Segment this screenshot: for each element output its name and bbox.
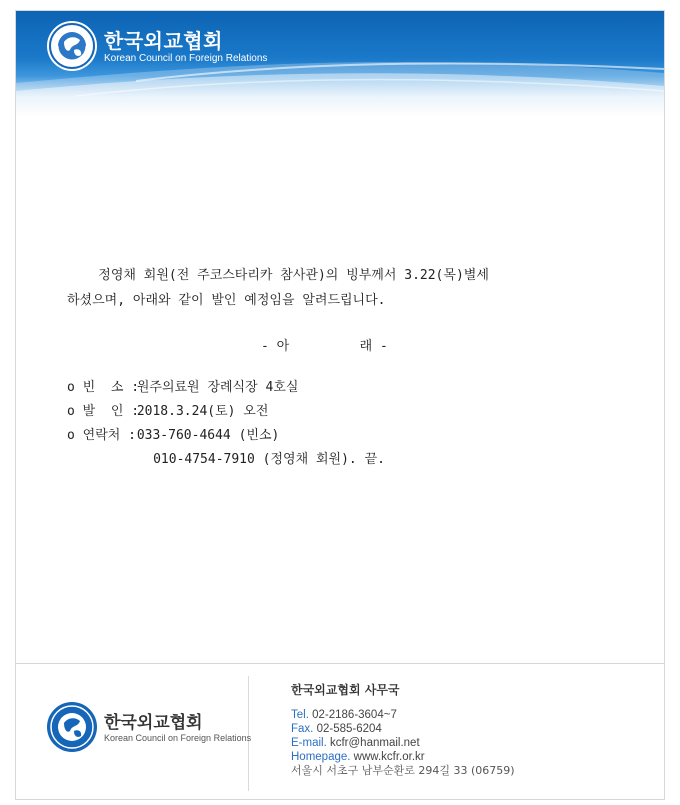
item-key: o 빈 소 : xyxy=(67,380,140,395)
address-text: 서울시 서초구 남부순환로 294길 33 (06759) xyxy=(291,764,515,777)
homepage-row xyxy=(291,750,515,764)
tel-row xyxy=(291,708,515,722)
letter-line-1: 정영채 회원(전 주코스타리카 참사관)의 빙부께서 3.22(목)별세 xyxy=(67,268,489,283)
email-label: E-mail. xyxy=(291,737,327,749)
fax-label: Fax. xyxy=(291,723,314,735)
footer-divider xyxy=(16,663,664,664)
office-title: 한국외교협회 사무국 xyxy=(291,683,400,697)
tel-value: 02-2186-3604~7 xyxy=(312,709,397,721)
tel-label: Tel. xyxy=(291,709,309,721)
header-org-name: 한국외교협회 xyxy=(104,29,223,53)
footer-org-name: 한국외교협회 xyxy=(104,713,203,733)
item-key: o 발 인 : xyxy=(67,404,140,419)
item-contact xyxy=(67,424,279,443)
item-departure xyxy=(67,400,268,419)
item-value: 010-4754-7910 (정영채 회원). 끝. xyxy=(67,452,385,467)
item-value: 033-760-4644 (빈소) xyxy=(129,428,280,443)
letter-line-2: 하셨으며, 아래와 같이 발인 예정임을 알려드립니다. xyxy=(67,293,386,308)
fax-row xyxy=(291,722,515,736)
email-link[interactable]: kcfr@hanmail.net xyxy=(329,737,420,749)
email-row xyxy=(291,736,515,750)
header-org-name-en: Korean Council on Foreign Relations xyxy=(104,53,268,64)
footer-globe-emblem-icon xyxy=(46,701,98,753)
homepage-label: Homepage. xyxy=(291,751,351,763)
fax-value: 02-585-6204 xyxy=(316,723,382,735)
globe-emblem-icon xyxy=(46,20,98,72)
footer-org-name-en: Korean Council on Foreign Relations xyxy=(104,733,252,743)
contact-block xyxy=(291,708,515,778)
homepage-link[interactable]: www.kcfr.or.kr xyxy=(353,751,425,763)
item-key: o 연락처 : xyxy=(67,428,136,443)
notice-title: - 아 래 - xyxy=(261,339,388,354)
item-value: 원주의료원 장례식장 4호실 xyxy=(129,380,299,395)
header-banner xyxy=(16,11,664,116)
item-funeral-hall xyxy=(67,376,298,395)
item-value: 2018.3.24(토) 오전 xyxy=(129,404,269,419)
item-contact-2 xyxy=(67,448,385,467)
